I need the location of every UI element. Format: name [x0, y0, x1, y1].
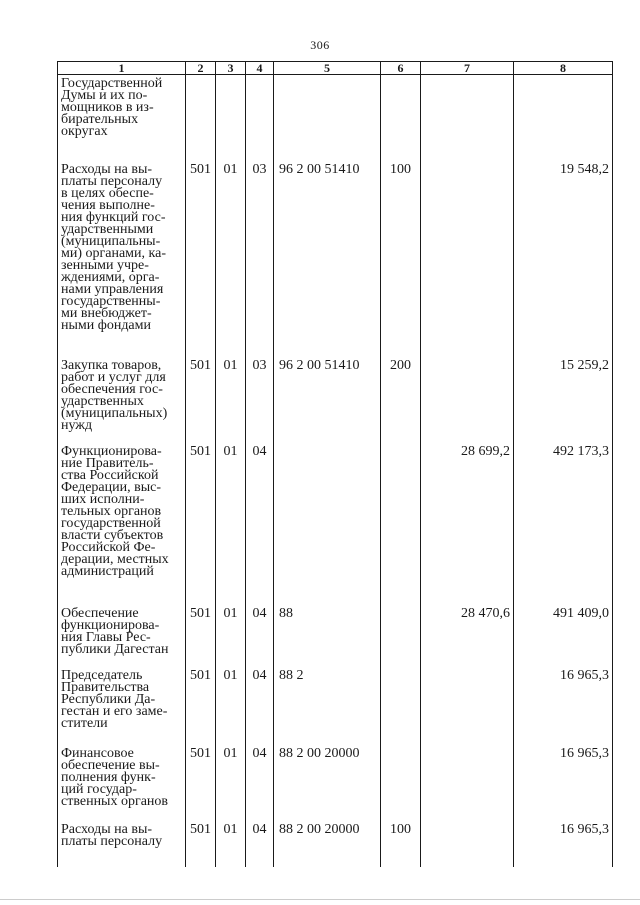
- row-name-line: ждениями, орга-: [61, 269, 160, 285]
- cell-c5: 88: [274, 605, 381, 667]
- row-name-cell: [58, 605, 186, 667]
- row-name-cell: [58, 443, 186, 605]
- cell-c4: 03: [246, 161, 274, 357]
- row-name-cell: [58, 667, 186, 745]
- cell-c2: 501: [186, 605, 216, 667]
- row-name-line: Расходы на вы-: [61, 161, 153, 177]
- cell-c4: 03: [246, 357, 274, 443]
- cell-c5: [274, 75, 381, 161]
- row-name-line: власти субъектов: [61, 527, 164, 543]
- col-header-7: 7: [421, 62, 514, 75]
- cell-c2: 501: [186, 161, 216, 357]
- row-name-line: нужд: [61, 417, 93, 433]
- row-name-line: функционирова-: [61, 617, 160, 633]
- cell-c8: 19 548,2: [514, 161, 613, 357]
- cell-c6: [381, 667, 421, 745]
- row-name-line: Обеспечение: [61, 605, 139, 621]
- cell-c8: 16 965,3: [514, 745, 613, 821]
- col-header-2: 2: [186, 62, 216, 75]
- row-name-line: ми) органами, ка-: [61, 245, 166, 261]
- row-name-line: ния функций гос-: [61, 209, 166, 225]
- row-name-line: ций государ-: [61, 781, 137, 797]
- cell-c6: 100: [381, 161, 421, 357]
- col-header-3: 3: [216, 62, 246, 75]
- row-name-line: обеспечения гос-: [61, 381, 163, 397]
- row-name-line: ства Российской: [61, 467, 159, 483]
- page-number: 306: [310, 38, 330, 52]
- row-name-line: Финансовое: [61, 745, 134, 761]
- cell-c8: [514, 75, 613, 161]
- table-row: [58, 821, 613, 867]
- row-name-line: ударственных: [61, 393, 144, 409]
- col-header-6: 6: [381, 62, 421, 75]
- cell-c8: 492 173,3: [514, 443, 613, 605]
- row-name-line: администраций: [61, 563, 154, 579]
- cell-c4: 04: [246, 605, 274, 667]
- cell-c6: [381, 605, 421, 667]
- table-row: [58, 357, 613, 443]
- row-name-line: Республики Да-: [61, 691, 156, 707]
- row-name-line: обеспечение вы-: [61, 757, 160, 773]
- table-row: [58, 667, 613, 745]
- cell-c5: 96 2 00 51410: [274, 161, 381, 357]
- cell-c6: [381, 75, 421, 161]
- cell-c7: [421, 75, 514, 161]
- row-name-line: полнения функ-: [61, 769, 156, 785]
- cell-c3: 01: [216, 443, 246, 605]
- row-name-line: Функционирова-: [61, 443, 162, 459]
- cell-c6: [381, 745, 421, 821]
- row-name-line: Федерации, выс-: [61, 479, 162, 495]
- scan-artifact-line: [0, 899, 640, 900]
- cell-c8: 15 259,2: [514, 357, 613, 443]
- cell-c2: 501: [186, 667, 216, 745]
- cell-c5: 88 2 00 20000: [274, 821, 381, 867]
- row-name-cell: [58, 357, 186, 443]
- row-name-line: ние Правитель-: [61, 455, 154, 471]
- table-row: [58, 161, 613, 357]
- cell-c7: [421, 745, 514, 821]
- cell-c3: [216, 75, 246, 161]
- col-header-1: 1: [58, 62, 186, 75]
- row-name-line: платы персоналу: [61, 833, 163, 849]
- cell-c3: 01: [216, 357, 246, 443]
- row-name-line: тельных органов: [61, 503, 162, 519]
- row-name-cell: [58, 821, 186, 867]
- row-name-line: государственны-: [61, 293, 161, 309]
- cell-c7: [421, 161, 514, 357]
- cell-c7: [421, 821, 514, 867]
- cell-c2: 501: [186, 443, 216, 605]
- cell-c4: 04: [246, 667, 274, 745]
- cell-c2: 501: [186, 357, 216, 443]
- row-name-line: Думы и их по-: [61, 88, 148, 103]
- cell-c8: 491 409,0: [514, 605, 613, 667]
- row-name-line: (муниципальны-: [61, 233, 161, 249]
- row-name-line: стители: [61, 715, 108, 731]
- cell-c4: 04: [246, 443, 274, 605]
- table-row: [58, 745, 613, 821]
- cell-c7: 28 470,6: [421, 605, 514, 667]
- cell-c5: 88 2 00 20000: [274, 745, 381, 821]
- row-name-cell: [58, 745, 186, 821]
- row-name-line: государственной: [61, 515, 161, 531]
- row-name-line: гестан и его заме-: [61, 703, 168, 719]
- cell-c6: 100: [381, 821, 421, 867]
- cell-c4: 04: [246, 821, 274, 867]
- row-name-line: Правительства: [61, 679, 150, 695]
- col-header-4: 4: [246, 62, 274, 75]
- row-name-line: ния Главы Рес-: [61, 629, 151, 645]
- row-name-line: ными фондами: [61, 317, 152, 333]
- cell-c3: 01: [216, 605, 246, 667]
- table-row: [58, 443, 613, 605]
- table-row: [58, 605, 613, 667]
- row-name-line: мощников в из-: [61, 100, 154, 115]
- row-name-line: ми внебюджет-: [61, 305, 152, 321]
- cell-c4: 04: [246, 745, 274, 821]
- row-name-line: в целях обеспе-: [61, 185, 154, 201]
- row-name-line: ших исполни-: [61, 491, 145, 507]
- cell-c3: 01: [216, 745, 246, 821]
- cell-c5: [274, 443, 381, 605]
- row-name-line: работ и услуг для: [61, 369, 166, 385]
- table-row: [58, 75, 613, 161]
- row-name-line: бирательных: [61, 112, 139, 127]
- cell-c3: 01: [216, 821, 246, 867]
- row-name-line: зенными учре-: [61, 257, 149, 273]
- row-name-line: ственных органов: [61, 793, 169, 809]
- cell-c7: [421, 357, 514, 443]
- cell-c2: 501: [186, 745, 216, 821]
- row-name-line: платы персоналу: [61, 173, 163, 189]
- cell-c8: 16 965,3: [514, 821, 613, 867]
- cell-c6: [381, 443, 421, 605]
- row-name-line: округах: [61, 124, 108, 139]
- row-name-line: Председатель: [61, 667, 143, 683]
- column-number-row: [58, 62, 613, 75]
- cell-c8: 16 965,3: [514, 667, 613, 745]
- row-name-line: нами управления: [61, 281, 164, 297]
- row-name-line: публики Дагестан: [61, 641, 169, 657]
- cell-c7: 28 699,2: [421, 443, 514, 605]
- cell-c2: [186, 75, 216, 161]
- row-name-cell: [58, 161, 186, 357]
- row-name-line: чения выполне-: [61, 197, 155, 213]
- cell-c6: 200: [381, 357, 421, 443]
- cell-c7: [421, 667, 514, 745]
- cell-c3: 01: [216, 667, 246, 745]
- row-name-cell: [58, 75, 186, 161]
- cell-c5: 96 2 00 51410: [274, 357, 381, 443]
- row-name-line: дерации, местных: [61, 551, 169, 567]
- cell-c3: 01: [216, 161, 246, 357]
- row-name-line: Закупка товаров,: [61, 357, 162, 373]
- row-name-line: Государственной: [61, 76, 163, 91]
- col-header-5: 5: [274, 62, 381, 75]
- col-header-8: 8: [514, 62, 613, 75]
- cell-c5: 88 2: [274, 667, 381, 745]
- cell-c2: 501: [186, 821, 216, 867]
- row-name-line: (муниципальных): [61, 405, 168, 421]
- row-name-line: ударственными: [61, 221, 154, 237]
- cell-c4: [246, 75, 274, 161]
- row-name-line: Российской Фе-: [61, 539, 156, 555]
- budget-table: [57, 61, 613, 867]
- row-name-line: Расходы на вы-: [61, 821, 153, 837]
